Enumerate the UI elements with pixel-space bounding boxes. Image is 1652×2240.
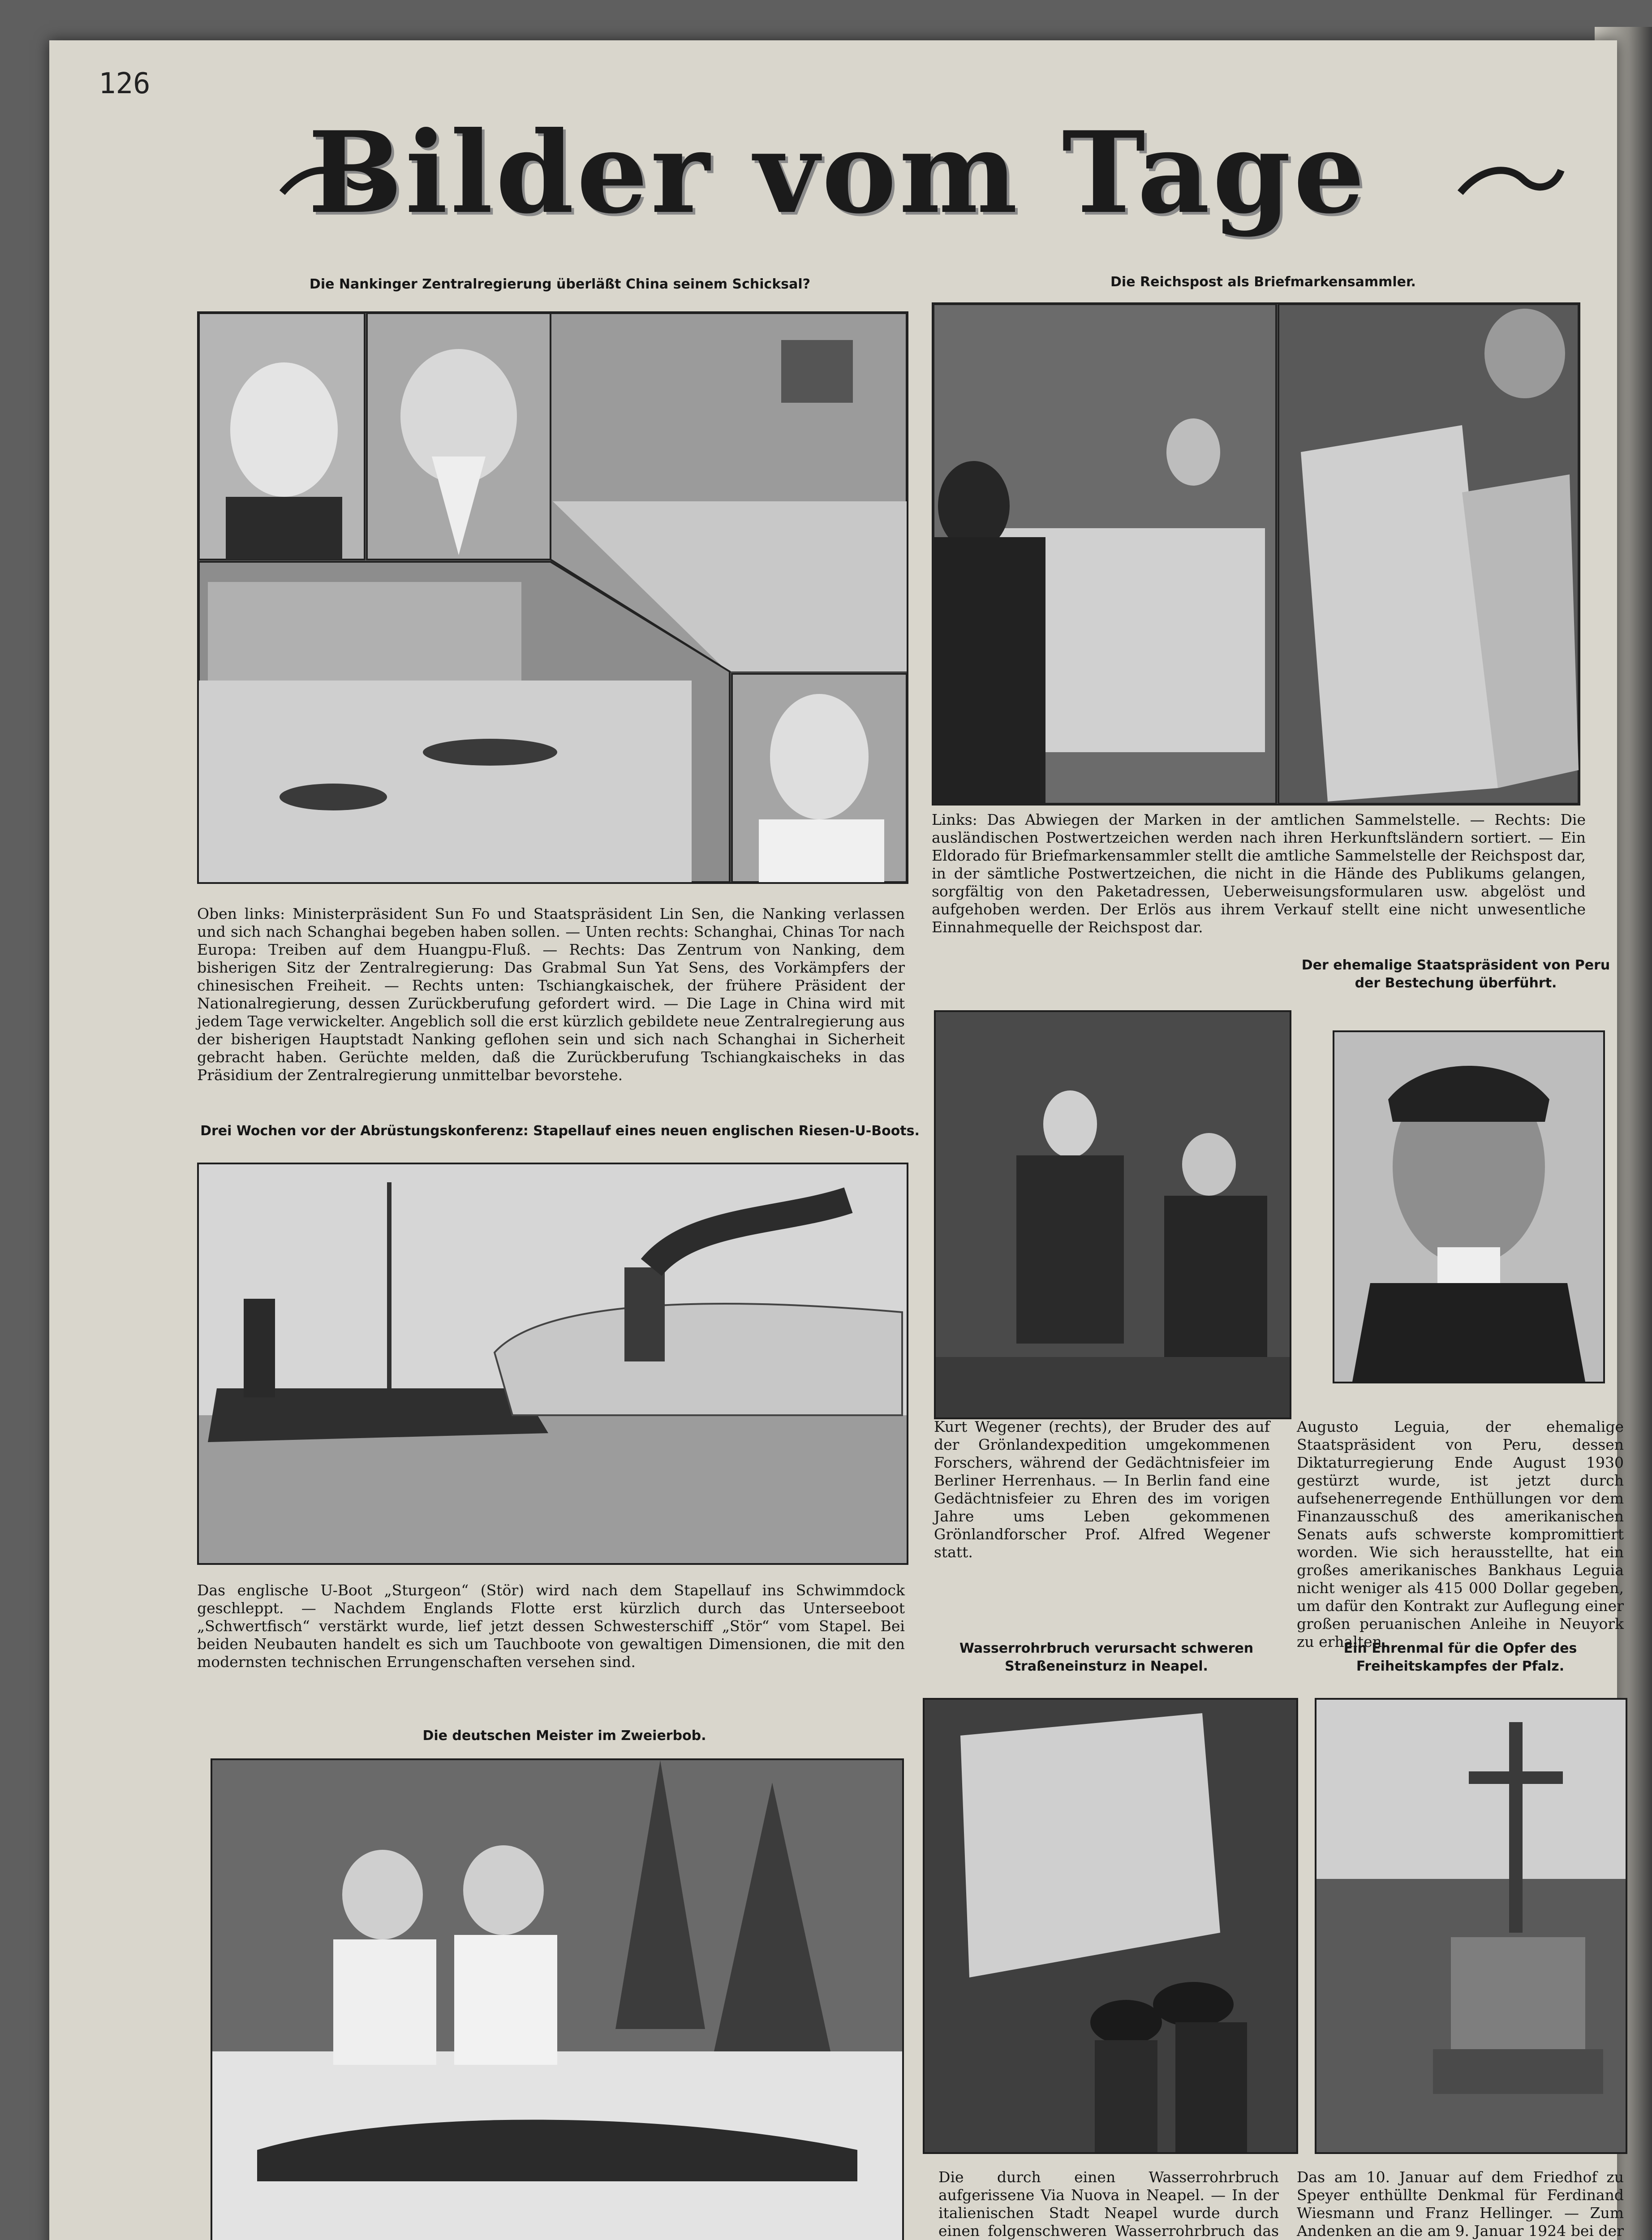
masthead-ornament-right [1456,161,1563,197]
photo-neapel [923,1698,1298,2154]
headline-neapel: Wasserrohrbruch verursacht schweren Straßeneinsturz in Neapel. [959,1641,1254,1674]
headline-reichspost: Die Reichspost als Briefmarkensammler. [1110,274,1416,290]
photo-nanking-collage [197,311,908,884]
photo-reichspost [932,302,1580,806]
photo-leguia-portrait [1333,1030,1605,1383]
headline-zweierbob: Die deutschen Meister im Zweierbob. [422,1728,706,1744]
caption-nanking: Oben links: Ministerpräsident Sun Fo und Staatspräsident Lin Sen, die Nanking verlassen und sich nach Schanghai begeben haben sollen. — Unten rechts: Schanghai, Chinas Tor nach Europa: Treiben auf dem Huangpu-Fluß. — Rechts: Das Zentrum von Nanking, dem bisherigen Sitz der Zentralregierung: Das Grabmal Sun Yat Sens, des Vorkämpfers der chinesischen Freiheit. — Rechts unten: Tschiangkaischek, der frühere Präsident der Nationalregierung, dessen Zurückberufung gefordert wird. — Die Lage in China wird mit jedem Tage verwickelter. Angeblich soll die erst kürzlich gebildete neue Zentralregierung aus der bisherigen Hauptstadt Nanking geflohen sein und sich nach Schanghai in Sicherheit gebracht haben. Gerüchte melden, daß die Zurückberufung Tschiangkaischeks in das Präsidium der Zentralregierung unmittelbar bevorstehe. [197,905,905,1084]
photo-uboot [197,1163,908,1565]
headline-peru: Der ehemalige Staatspräsident von Peru der Bestechung überführt. [1301,957,1610,991]
caption-reichspost: Links: Das Abwiegen der Marken in der amtlichen Sammelstelle. — Rechts: Die ausländischen Postwertzeichen werden nach ihren Herkunftsländern sortiert. — Ein Eldorado für Briefmarkensammler stellt die amtliche Sammelstelle der Reichspost dar, in der sämtliche Postwertzeichen, die nicht in die Hände des Publikums gelangen, sorgfältig von den Paketadressen, Ueberweisungsformularen usw. abgelöst und aufgehoben werden. Der Erlös aus ihrem Verkauf stellt eine nicht unwesentliche Einnahmequelle der Reichspost dar. [932,811,1586,936]
caption-wegener: Kurt Wegener (rechts), der Bruder des auf der Grönlandexpedition umgekommenen Forschers, während der Gedächtnisfeier im Berliner Herrenhaus. — In Berlin fand eine Gedächtnisfeier zu Ehren des im vorigen Jahre ums Leben gekommenen Grönlandforscher Prof. Alfred Wegener statt. [934,1418,1270,1561]
headline-nanking: Die Nankinger Zentralregierung überläßt China seinem Schicksal? [309,276,811,292]
caption-neapel: Die durch einen Wasserrohrbruch aufgerissene Via Nuova in Neapel. — In der italienischen Stadt Neapel wurde durch einen folgenschweren Wasserrohrbruch das [938,2168,1279,2240]
caption-peru: Augusto Leguia, der ehemalige Staatspräsident von Peru, dessen Diktaturregierung Ende August 1930 gestürzt wurde, ist jetzt durch aufsehenerregende Enthüllungen vor dem Finanzausschuß des amerikanischen Senats aufs schwerste kompromittiert worden. Wie sich herausstellte, hat ein großes amerikanisches Bankhaus Leguia nicht weniger als 415 000 Dollar gegeben, um dafür den Kontrakt zur Auflegung einer großen peruanischen Anleihe in Neuyork zu erhalten. [1297,1418,1624,1650]
page-number: 126 [99,67,151,100]
masthead-title: Bilder vom Tage [308,107,1368,238]
masthead [278,107,1398,238]
photo-ehrenmal [1315,1698,1627,2154]
caption-ehrenmal: Das am 10. Januar auf dem Friedhof zu Speyer enthüllte Denkmal für Ferdinand Wiesmann und Franz Hellinger. — Zum Andenken an die am 9. Januar 1924 bei der [1297,2168,1624,2240]
headline-uboot: Drei Wochen vor der Abrüstungskonferenz: Stapellauf eines neuen englischen Riesen-U-Boots. [200,1123,920,1139]
photo-zweierbob [211,1758,904,2240]
headline-ehrenmal: Ein Ehrenmal für die Opfer des Freiheitskampfes der Pfalz. [1343,1641,1577,1674]
caption-uboot: Das englische U-Boot „Sturgeon“ (Stör) wird nach dem Stapellauf ins Schwimmdock geschleppt. — Nachdem Englands Flotte erst kürzlich durch das Unterseeboot „Schwertfisch“ verstärkt wurde, lief jetzt dessen Schwesterschiff „Stör“ vom Stapel. Bei beiden Neubauten handelt es sich um Tauchboote von gewaltigen Dimensionen, die mit den modernsten technischen Errungenschaften versehen sind. [197,1581,905,1671]
photo-wegener [934,1010,1291,1419]
